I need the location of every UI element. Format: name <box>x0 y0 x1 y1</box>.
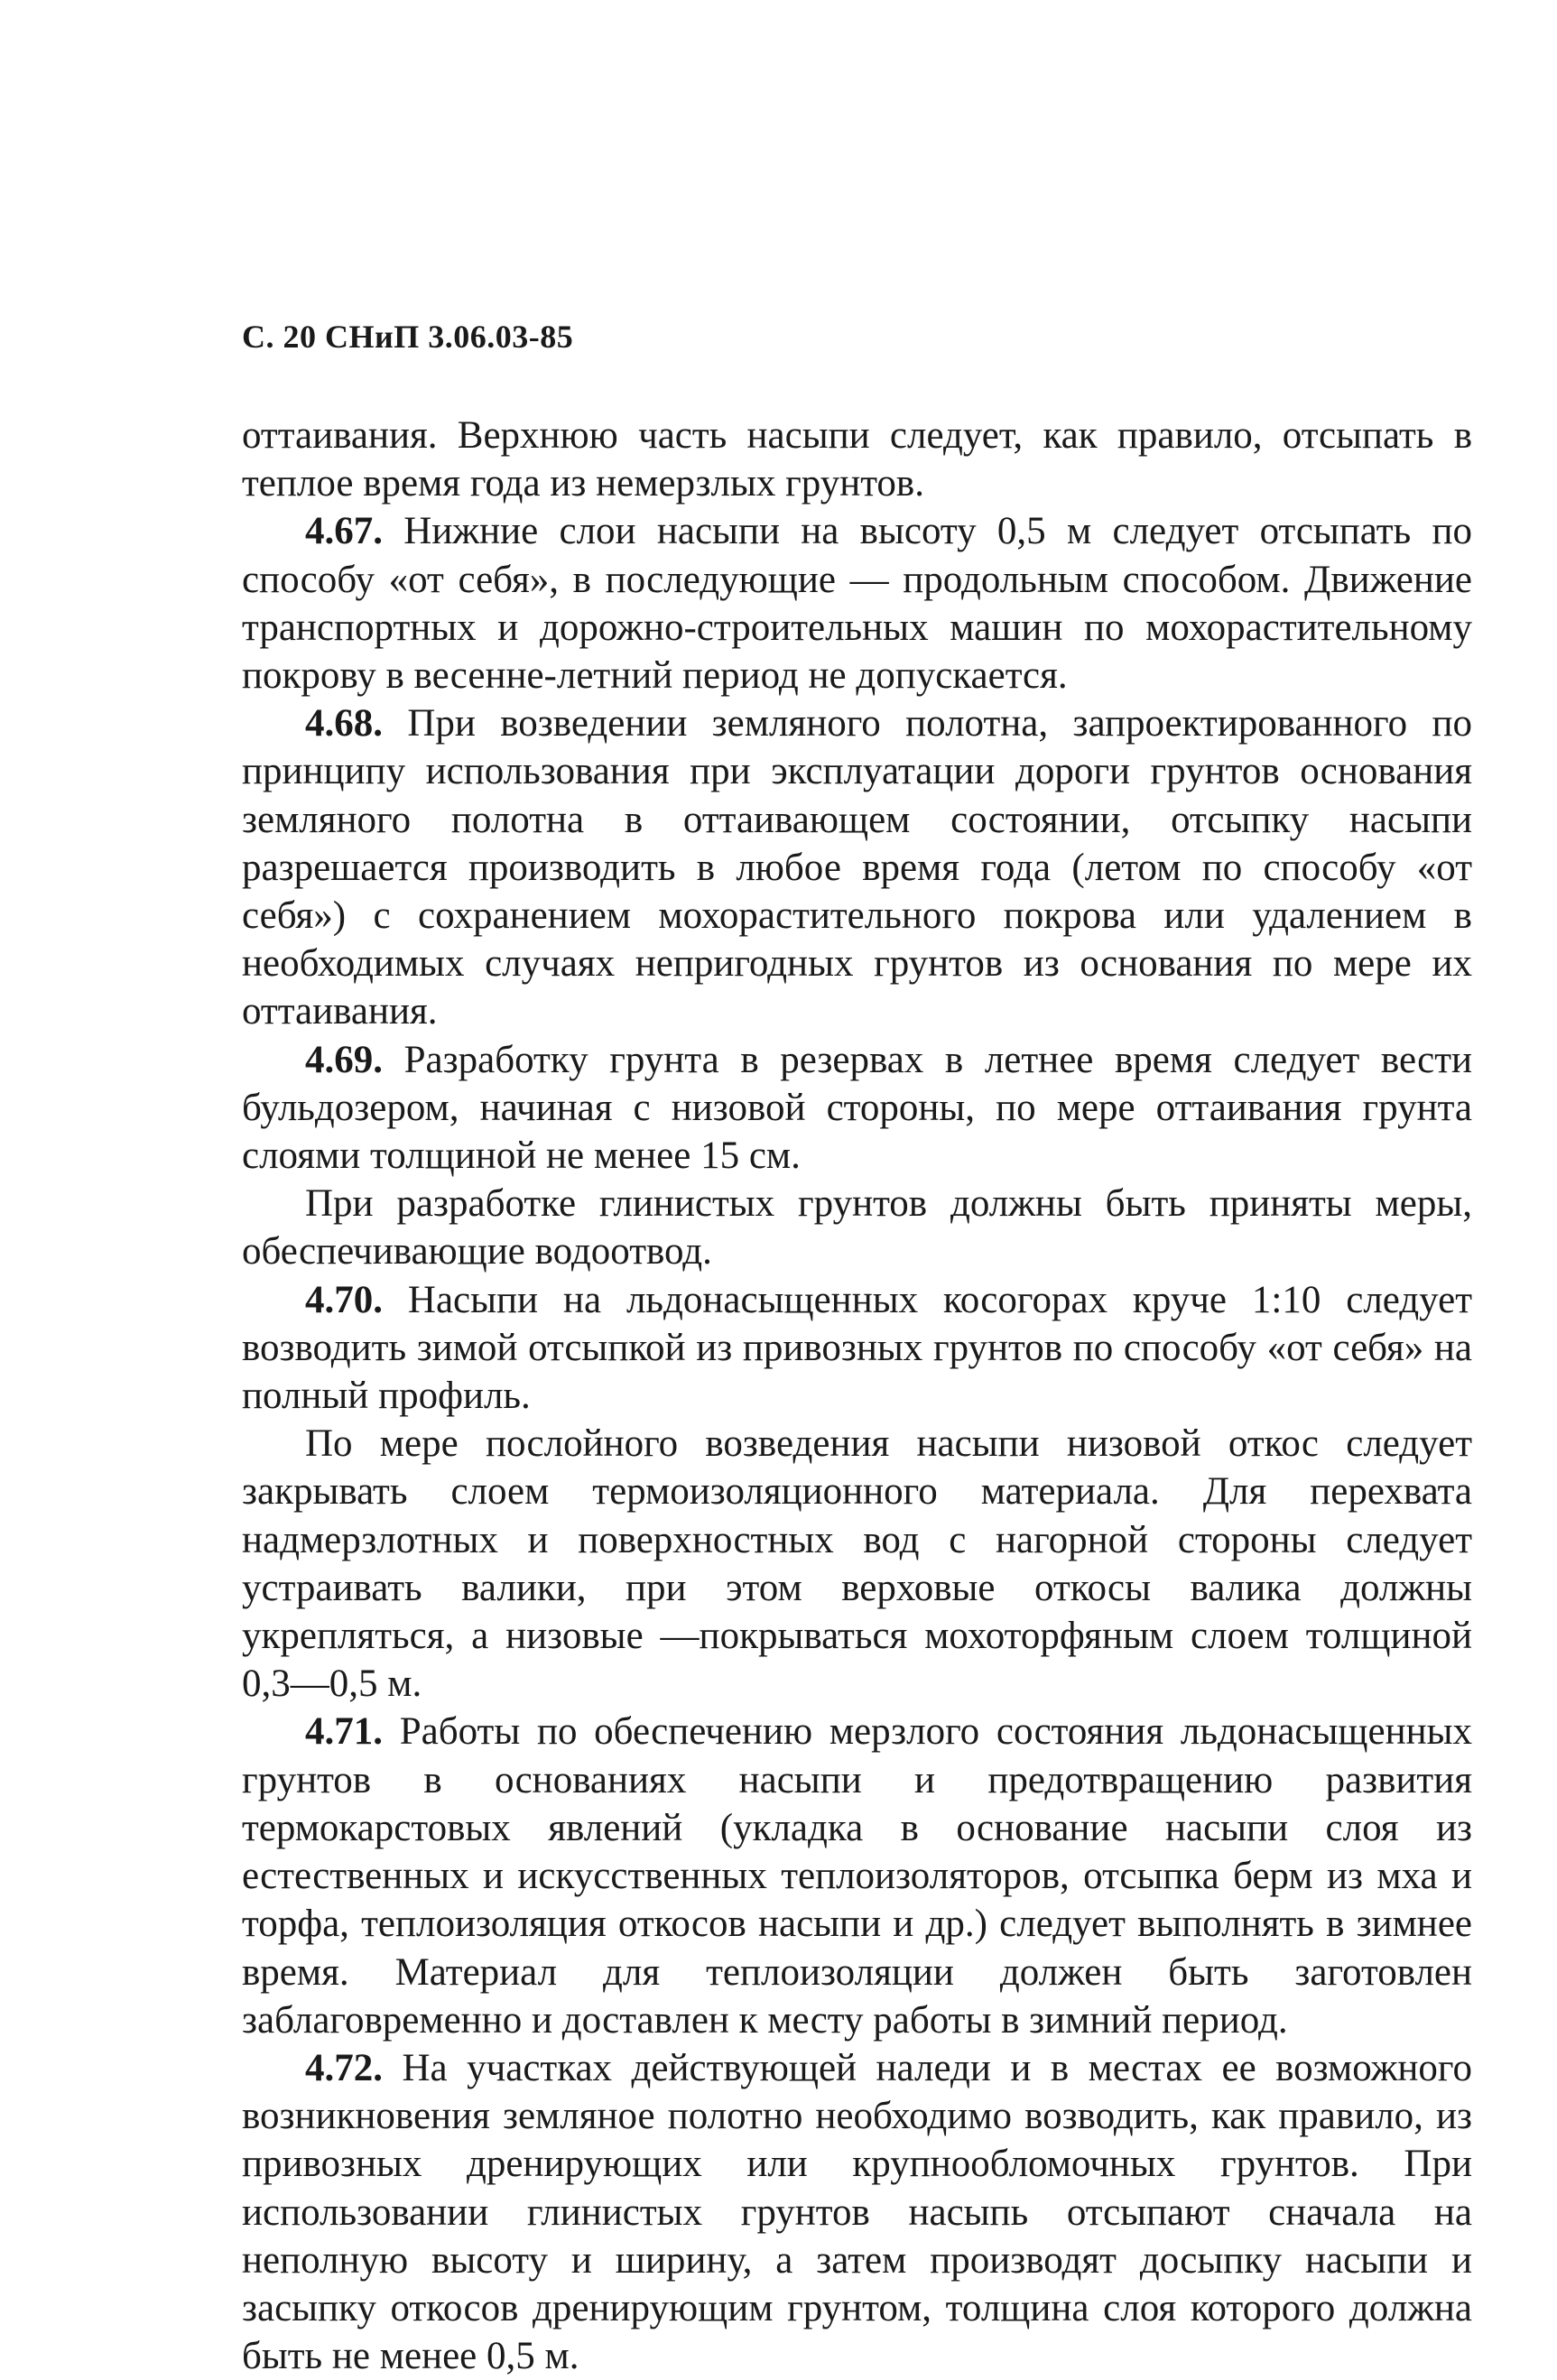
paragraph-continuation <box>242 412 1472 507</box>
clause-number: 4.70. <box>305 1278 383 1321</box>
paragraph-text: Работы по обеспечению мерзлого состояния льдонасыщенных грунтов в основаниях насыпи и предотвращению развития термокарстовых явлений (укладка в основание насыпи слоя из естественных и искусственных теплоизоляторов, отсыпка берм из мха и торфа, теплоизоляция откосов насыпи и др.) следует выполнять в зимнее время. Материал для теплоизоляции должен быть заготовлен заблаговременно и доставлен к месту работы в зимний период. <box>242 1710 1472 2042</box>
paragraph-text: оттаивания. Верхнюю часть насыпи следует, как правило, отсыпать в теплое время года из немерзлых грунтов. <box>242 414 1472 505</box>
paragraph-4-68 <box>242 699 1472 1035</box>
paragraph-text: При возведении земляного полотна, запроектированного по принципу использования при эксплуатации дороги грунтов основания земляного полотна в оттаивающем состоянии, отсыпку насыпи разрешается производить в любое время года (летом по способу «от себя») с сохранением мохорастительного покрова или удалением в необходимых случаях непригодных грунтов из основания по мере их оттаивания. <box>242 702 1472 1033</box>
clause-number: 4.72. <box>305 2046 383 2089</box>
paragraph-4-69 <box>242 1036 1472 1181</box>
paragraph-4-71 <box>242 1708 1472 2043</box>
paragraph-4-72 <box>242 2044 1472 2380</box>
clause-number: 4.67. <box>305 510 383 553</box>
paragraph-text: По мере послойного возведения насыпи низовой откос следует закрывать слоем термоизоляционного материала. Для перехвата надмерзлотных и поверхностных вод с нагорной стороны следует устраивать валики, при этом верховые откосы валика должны укрепляться, а низовые —покрываться мохоторфяным слоем толщиной 0,3—0,5 м. <box>242 1422 1472 1706</box>
running-header: С. 20 СНиП 3.06.03-85 <box>242 319 574 355</box>
clause-number: 4.71. <box>305 1710 383 1754</box>
paragraph-4-70-insulation <box>242 1420 1472 1708</box>
document-body <box>242 412 1472 2380</box>
paragraph-4-70 <box>242 1276 1472 1421</box>
paragraph-text: Нижние слои насыпи на высоту 0,5 м следует отсыпать по способу «от себя», в последующие — продольным способом. Движение транспортных и дорожно-строительных машин по мохорастительному покрову в весенне-летний период не допускается. <box>242 510 1472 698</box>
paragraph-text: На участках действующей наледи и в местах ее возможного возникновения земляное полотно необходимо возводить, как правило, из привозных дренирующих или крупнообломочных грунтов. При использовании глинистых грунтов насыпь отсыпают сначала на неполную высоту и ширину, а затем производят досыпку насыпи и засыпку откосов дренирующим грунтом, толщина слоя которого должна быть не менее 0,5 м. <box>242 2046 1472 2378</box>
clause-number: 4.69. <box>305 1038 383 1081</box>
paragraph-text: Насыпи на льдонасыщенных косогорах круче 1:10 следует возводить зимой отсыпкой из привозных грунтов по способу «от себя» на полный профиль. <box>242 1278 1472 1418</box>
paragraph-4-67 <box>242 507 1472 699</box>
paragraph-text: При разработке глинистых грунтов должны быть приняты меры, обеспечивающие водоотвод. <box>242 1182 1472 1273</box>
paragraph-text: Разработку грунта в резервах в летнее время следует вести бульдозером, начиная с низовой стороны, по мере оттаивания грунта слоями толщиной не менее 15 см. <box>242 1038 1472 1178</box>
paragraph-4-69-drainage <box>242 1180 1472 1275</box>
clause-number: 4.68. <box>305 702 383 745</box>
